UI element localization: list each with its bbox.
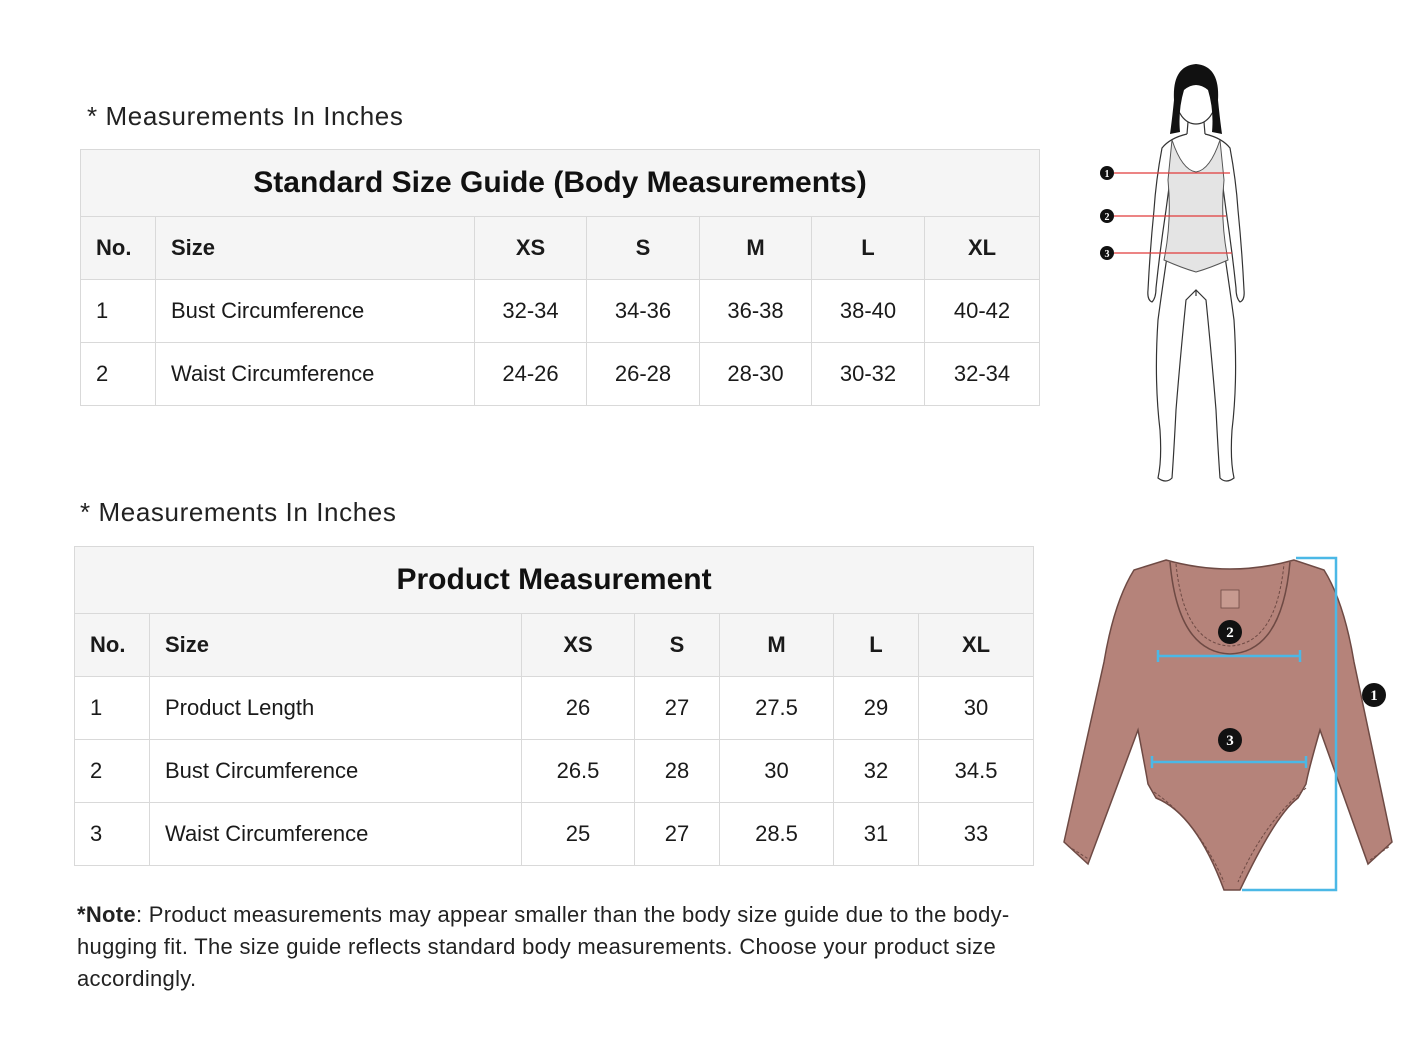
units-note-body: * Measurements In Inches — [87, 101, 404, 131]
table-row — [75, 803, 1034, 866]
product-marker-1: 1 — [1370, 688, 1378, 704]
table-cell: Waist Circumference — [150, 803, 522, 866]
header-cell: Size — [156, 217, 475, 280]
table-cell: Waist Circumference — [156, 343, 475, 406]
header-cell: S — [635, 614, 720, 677]
table-cell: 30 — [919, 677, 1034, 740]
table-cell: 36-38 — [700, 280, 812, 343]
body-size-table — [80, 149, 1040, 406]
product-marker-2: 2 — [1226, 625, 1234, 641]
table-cell: 30-32 — [812, 343, 925, 406]
product-size-table — [74, 546, 1034, 866]
table-cell: 28 — [635, 740, 720, 803]
table-cell: 31 — [834, 803, 919, 866]
table-cell: 34.5 — [919, 740, 1034, 803]
table-header-row — [75, 614, 1034, 677]
header-cell: XS — [522, 614, 635, 677]
table-cell: 34-36 — [587, 280, 700, 343]
body-marker-2: 2 — [1104, 212, 1110, 223]
table-row — [81, 280, 1040, 343]
table-cell: 26 — [522, 677, 635, 740]
header-cell: M — [700, 217, 812, 280]
product-marker-3: 3 — [1226, 733, 1234, 749]
table-cell: 28-30 — [700, 343, 812, 406]
header-cell: L — [834, 614, 919, 677]
body-marker-1: 1 — [1104, 169, 1110, 180]
header-cell: No. — [81, 217, 156, 280]
table-cell: 24-26 — [475, 343, 587, 406]
table-cell: 32-34 — [925, 343, 1040, 406]
body-figure-illustration — [1090, 60, 1270, 490]
table-cell: 26.5 — [522, 740, 635, 803]
table-cell: 30 — [720, 740, 834, 803]
units-note-product: * Measurements In Inches — [80, 497, 397, 527]
table-cell: 38-40 — [812, 280, 925, 343]
table-cell: 26-28 — [587, 343, 700, 406]
header-cell: XL — [919, 614, 1034, 677]
table-cell: 28.5 — [720, 803, 834, 866]
table-header-row — [81, 217, 1040, 280]
header-cell: XS — [475, 217, 587, 280]
table-title: Product Measurement — [75, 547, 1034, 614]
table-cell: 1 — [81, 280, 156, 343]
header-cell: S — [587, 217, 700, 280]
fit-note — [77, 899, 1042, 995]
table-cell: Bust Circumference — [150, 740, 522, 803]
table-row — [81, 343, 1040, 406]
table-cell: 3 — [75, 803, 150, 866]
bodysuit-product-illustration — [1058, 552, 1403, 897]
header-cell: XL — [925, 217, 1040, 280]
table-cell: 33 — [919, 803, 1034, 866]
header-cell: M — [720, 614, 834, 677]
table-cell: 2 — [75, 740, 150, 803]
table-cell: 40-42 — [925, 280, 1040, 343]
header-cell: Size — [150, 614, 522, 677]
table-cell: 27 — [635, 677, 720, 740]
header-cell: No. — [75, 614, 150, 677]
table-row — [75, 740, 1034, 803]
table-cell: 29 — [834, 677, 919, 740]
table-title: Standard Size Guide (Body Measurements) — [81, 150, 1040, 217]
header-cell: L — [812, 217, 925, 280]
note-label: *Note — [77, 902, 136, 927]
table-cell: 2 — [81, 343, 156, 406]
table-cell: Product Length — [150, 677, 522, 740]
table-cell: 27.5 — [720, 677, 834, 740]
table-cell: 1 — [75, 677, 150, 740]
table-cell: 32 — [834, 740, 919, 803]
table-cell: 32-34 — [475, 280, 587, 343]
table-cell: 25 — [522, 803, 635, 866]
table-cell: Bust Circumference — [156, 280, 475, 343]
body-marker-3: 3 — [1104, 249, 1110, 260]
note-text: : Product measurements may appear smaller than the body size guide due to the body-hugging fit. The size guide reflects standard body measurements. Choose your product size accordingly. — [77, 902, 1010, 991]
table-row — [75, 677, 1034, 740]
table-cell: 27 — [635, 803, 720, 866]
